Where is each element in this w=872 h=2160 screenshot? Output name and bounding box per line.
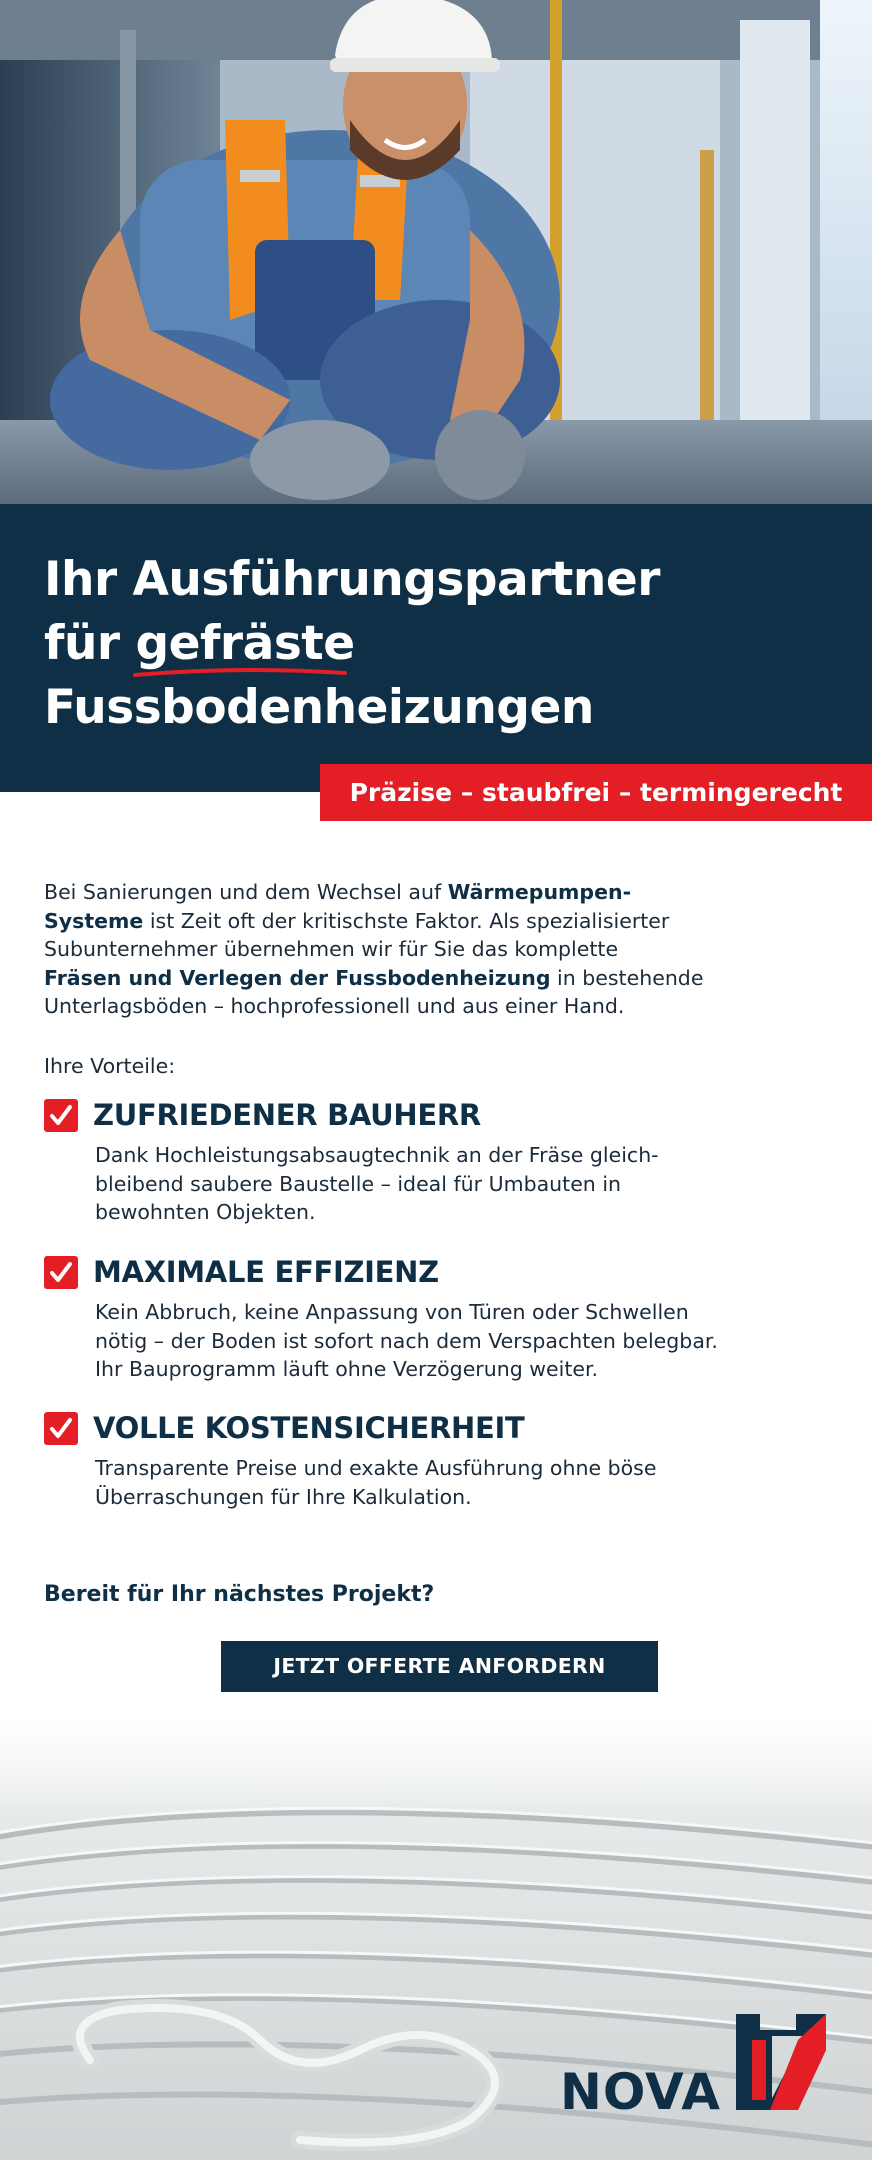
request-offer-button[interactable]: JETZT OFFERTE ANFORDERN (221, 1641, 658, 1692)
page-title (44, 548, 844, 740)
benefit-item (44, 1095, 844, 1235)
headline-line-1: Ihr Ausführungspartner (44, 552, 660, 607)
benefit-item (44, 1408, 844, 1518)
headline-line-3: Fussbodenheizungen (44, 680, 594, 735)
tagline-badge: Präzise – staubfrei – termingerecht (320, 764, 872, 821)
benefit-title: MAXIMALE EFFIZIENZ (93, 1255, 439, 1289)
check-icon (44, 1256, 78, 1289)
check-icon (44, 1412, 78, 1445)
underline-swoosh-icon (131, 664, 351, 680)
headline-prefix: für (44, 616, 136, 671)
intro-emphasis: Systeme (44, 908, 144, 933)
benefit-item (44, 1252, 844, 1392)
intro-emphasis: Fräsen und Verlegen der Fussbodenheizung (44, 965, 551, 990)
hero-photo (0, 0, 872, 504)
headline-line-2 (44, 612, 844, 676)
headline-emphasis (135, 612, 354, 676)
benefit-line: Transparente Preise und exakte Ausführung ohne böse (95, 1456, 657, 1480)
intro-text: Bei Sanierungen und dem Wechsel auf (44, 880, 448, 904)
cta-question: Bereit für Ihr nächstes Projekt? (44, 1582, 435, 1607)
nova-logo (560, 2010, 830, 2120)
benefit-title: VOLLE KOSTENSICHERHEIT (93, 1411, 525, 1445)
intro-text: Unterlagsböden – hochprofessionell und aus einer Hand. (44, 994, 625, 1018)
logo-wordmark: NOVA (560, 2063, 722, 2121)
intro-text: ist Zeit oft der kritischste Faktor. Als spezialisierter (143, 908, 670, 933)
benefit-line: Überraschungen für Ihre Kalkulation. (95, 1484, 472, 1509)
intro-paragraph (44, 878, 834, 1021)
benefit-line: Ihr Bauprogramm läuft ohne Verzögerung weiter. (95, 1357, 599, 1381)
construction-worker-photo (0, 0, 872, 504)
benefit-line: nötig – der Boden ist sofort nach dem Verspachten belegbar. (95, 1328, 718, 1353)
benefit-line: Kein Abbruch, keine Anpassung von Türen oder Schwellen (95, 1300, 689, 1324)
intro-emphasis: Wärmepumpen- (447, 880, 632, 904)
benefit-description (95, 1454, 815, 1511)
benefit-description (95, 1298, 815, 1384)
benefit-line: Dank Hochleistungsabsaugtechnik an der Fräse gleich- (95, 1143, 659, 1167)
intro-text: in bestehende (550, 965, 704, 990)
headline-emphasis-word: gefräste (135, 616, 355, 671)
benefit-title: ZUFRIEDENER BAUHERR (93, 1098, 481, 1132)
benefit-line: bewohnten Objekten. (95, 1200, 316, 1224)
benefit-description (95, 1141, 815, 1227)
benefit-line: bleibend saubere Baustelle – ideal für Umbauten in (95, 1171, 622, 1196)
logo-mark-icon (726, 2010, 830, 2114)
intro-text: Subunternehmer übernehmen wir für Sie das komplette (44, 937, 619, 961)
check-icon (44, 1099, 78, 1132)
advantages-label: Ihre Vorteile: (44, 1054, 176, 1078)
